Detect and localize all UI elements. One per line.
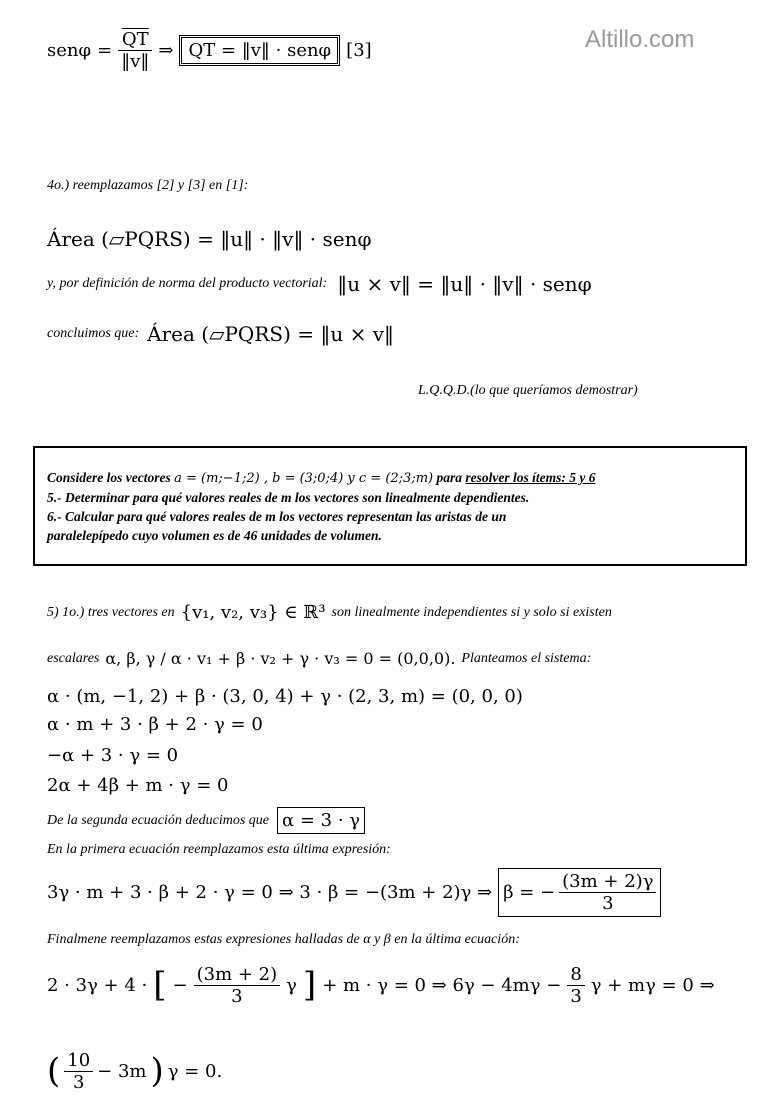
beta-equation-line: [47, 862, 661, 922]
area-equation-1: Área (▱PQRS) = ‖u‖ · ‖v‖ · senφ: [47, 227, 372, 251]
fraction-qt-over-v: [118, 29, 152, 72]
implies-symbol: ⇒: [158, 39, 174, 61]
last-eq-fraction: [194, 964, 281, 1007]
box-line-4: paralelepípedo cuyo volumen es de 46 unidades de volumen.: [47, 528, 382, 543]
linear-combination-equation: α, β, γ / α · v₁ + β · v₂ + γ · v₃ = 0 = (0,0,0).: [105, 649, 456, 668]
right-paren: ): [150, 1051, 164, 1091]
solution-line-2-a: escalares: [47, 650, 100, 666]
phi-symbol: φ: [78, 39, 92, 61]
minus-3m: − 3m: [97, 1060, 147, 1082]
solution-line-2-b: Planteamos el sistema:: [461, 650, 592, 666]
solution-line-2: [47, 649, 591, 668]
replacement-text: En la primera ecuación reemplazamos esta última expresión:: [47, 842, 391, 857]
left-paren: (: [47, 1051, 61, 1091]
eight-numerator: 8: [567, 964, 584, 986]
result-end: γ = 0.: [167, 1060, 223, 1082]
system-equation-1: α · (m, −1, 2) + β · (3, 0, 4) + γ · (2, 3, m) = (0, 0, 0): [47, 686, 523, 707]
alpha-boxed: α = 3 · γ: [277, 807, 365, 834]
equation-sen-phi: [47, 10, 372, 90]
final-replacement-text: Finalmene reemplazamos estas expresiones halladas de α y β en la última ecuación:: [47, 932, 520, 947]
three-denominator: 3: [570, 985, 582, 1007]
conclusion-text: concluimos que:: [47, 326, 140, 341]
result-equation-line: [47, 1040, 222, 1102]
ten-numerator: 10: [64, 1050, 93, 1072]
fraction-denominator: ‖v‖: [121, 50, 150, 72]
beta-lhs: β = −: [503, 881, 556, 903]
solution-line-1-a: 5) 1o.) tres vectores en: [47, 604, 175, 620]
minus-sign: −: [172, 974, 188, 996]
lqqd-note: L.Q.Q.D.(lo que queríamos demostrar): [418, 383, 638, 398]
deduction-line: [47, 807, 365, 834]
beta-fraction: [559, 871, 656, 914]
system-equation-3: −α + 3 · γ = 0: [47, 745, 179, 766]
box-items-underlined: resolver los ítems: 5 y 6: [465, 470, 596, 485]
equals-sign: =: [97, 39, 113, 61]
vector-set: {v₁, v₂, v₃} ∈ ℝ³: [180, 602, 326, 623]
box-line-3: 6.- Calcular para qué valores reales de m los vectores representan las aristas de un: [47, 509, 507, 524]
step4-title: 4o.) reemplazamos [2] y [3] en [1]:: [47, 178, 249, 193]
norm-definition-line: [47, 272, 592, 296]
sen-label: sen: [47, 39, 79, 61]
beta-denominator: 3: [602, 892, 614, 914]
system-equation-4: 2α + 4β + m · γ = 0: [47, 775, 229, 796]
beta-boxed: [498, 868, 661, 917]
right-bracket: ]: [302, 965, 317, 1005]
gamma-symbol: γ: [286, 974, 297, 996]
last-eq-part-b: + m · γ = 0 ⇒ 6γ − 4mγ −: [322, 974, 562, 996]
box-line-1-para: para: [436, 470, 462, 485]
problem-statement-box: [33, 446, 747, 566]
system-equation-2: α · m + 3 · β + 2 · γ = 0: [47, 714, 263, 735]
reference-3: [3]: [346, 39, 372, 61]
last-eq-denominator: 3: [231, 985, 243, 1007]
eight-thirds-fraction: [567, 964, 584, 1007]
left-bracket: [: [153, 965, 167, 1005]
box-vectors: a = (m;−1;2) , b = (3;0;4) y c = (2;3;m): [174, 471, 434, 486]
last-eq-part-a: 2 · 3γ + 4 ·: [47, 974, 148, 996]
solution-line-1: [47, 602, 612, 623]
conclusion-line: [47, 322, 394, 346]
box-line-1-text: Considere los vectores: [47, 470, 171, 485]
fraction-numerator: $\overline{QT}$: [118, 29, 152, 51]
deduction-text: De la segunda ecuación deducimos que: [47, 812, 269, 828]
beta-derivation: 3γ · m + 3 · β + 2 · γ = 0 ⇒ 3 · β = −(3m + 2)γ ⇒: [47, 881, 493, 903]
solution-line-1-b: son linealmente independientes si y solo si existen: [331, 604, 612, 620]
boxed-result-qt: QT = ‖v‖ · senφ: [179, 35, 340, 66]
watermark: Altillo.com: [585, 26, 695, 53]
ten-denominator: 3: [72, 1071, 85, 1093]
beta-numerator: (3m + 2)γ: [559, 871, 656, 893]
box-line-2: 5.- Determinar para qué valores reales de m los vectores son linealmente dependientes.: [47, 490, 530, 505]
last-eq-part-c: γ + mγ = 0 ⇒: [590, 974, 715, 996]
last-eq-numerator: (3m + 2): [194, 964, 281, 986]
norm-definition-equation: ‖u × v‖ = ‖u‖ · ‖v‖ · senφ: [337, 272, 592, 296]
last-equation-line: [47, 952, 715, 1018]
ten-thirds-fraction: [64, 1050, 93, 1093]
box-line-1: [47, 468, 733, 488]
norm-definition-text: y, por definición de norma del producto vectorial:: [47, 276, 328, 291]
conclusion-equation: Área (▱PQRS) = ‖u × v‖: [147, 322, 395, 346]
